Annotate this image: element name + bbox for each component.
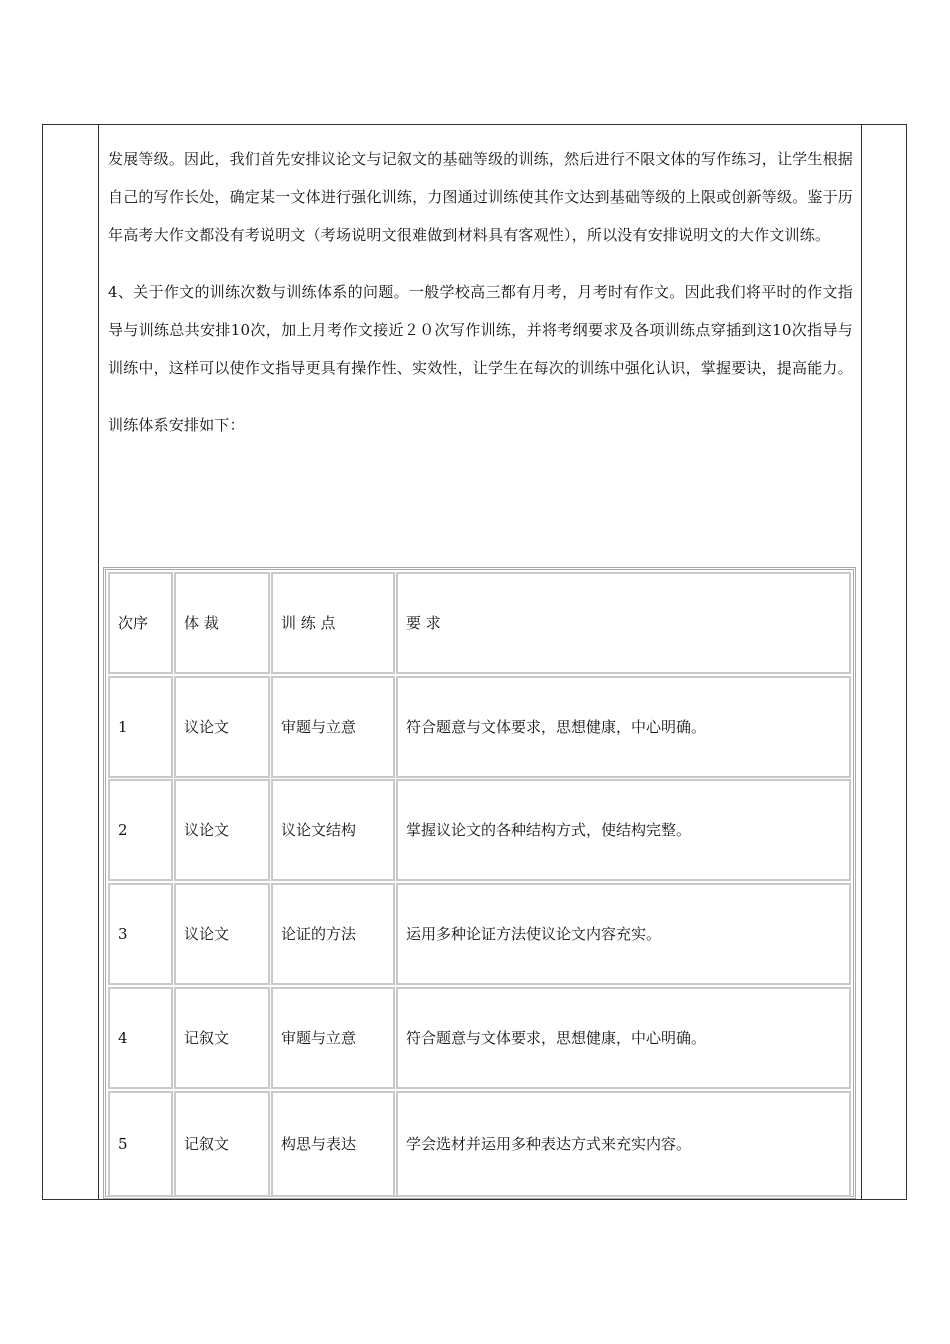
row-4-requirement xyxy=(396,987,851,1089)
cell-text: 议论文 xyxy=(184,718,230,736)
cell-text: 要 求 xyxy=(406,614,441,632)
body-text xyxy=(108,140,853,444)
cell-text: 学会选材并运用多种表达方式来充实内容。 xyxy=(406,1135,692,1153)
paragraph-3: 训练体系安排如下： xyxy=(108,416,245,434)
row-3-order xyxy=(108,883,173,985)
row-1-order xyxy=(108,676,173,778)
row-5-genre xyxy=(174,1091,270,1197)
cell-text: 2 xyxy=(118,821,128,839)
row-2-genre xyxy=(174,779,270,881)
header-point xyxy=(271,572,395,674)
row-5-requirement xyxy=(396,1091,851,1197)
row-3-genre xyxy=(174,883,270,985)
cell-text: 议论文 xyxy=(184,925,230,943)
cell-text: 体 裁 xyxy=(184,614,219,632)
paragraph-1: 发展等级。因此，我们首先安排议论文与记叙文的基础等级的训练，然后进行不限文体的写作练习，让学生根据自己的写作长处，确定某一文体进行强化训练，力图通过训练使其作文达到基础等级的上限或创新等级。鉴于历年高考大作文都没有考说明文（考场说明文很难做到材料具有客观性），所以没有安排说明文的大作文训练。 xyxy=(108,150,853,244)
row-2-requirement xyxy=(396,779,851,881)
cell-text: 论证的方法 xyxy=(281,925,357,943)
row-4-order xyxy=(108,987,173,1089)
cell-text: 运用多种论证方法使议论文内容充实。 xyxy=(406,925,662,943)
cell-text: 记叙文 xyxy=(184,1135,230,1153)
row-1-point xyxy=(271,676,395,778)
cell-text: 构思与表达 xyxy=(281,1135,357,1153)
right-column-divider xyxy=(861,124,862,1200)
row-1-requirement xyxy=(396,676,851,778)
row-5-order xyxy=(108,1091,173,1197)
cell-text: 训 练 点 xyxy=(281,614,336,632)
cell-text: 掌握议论文的各种结构方式，使结构完整。 xyxy=(406,821,692,839)
cell-text: 符合题意与文体要求，思想健康，中心明确。 xyxy=(406,1029,707,1047)
row-1-genre xyxy=(174,676,270,778)
cell-text: 议论文 xyxy=(184,821,230,839)
cell-text: 审题与立意 xyxy=(281,1029,357,1047)
left-column-divider xyxy=(98,124,99,1200)
header-order xyxy=(108,572,173,674)
row-3-point xyxy=(271,883,395,985)
row-2-order xyxy=(108,779,173,881)
cell-text: 次序 xyxy=(118,614,149,632)
cell-text: 符合题意与文体要求，思想健康，中心明确。 xyxy=(406,718,707,736)
row-2-point xyxy=(271,779,395,881)
cell-text: 5 xyxy=(118,1135,128,1153)
cell-text: 3 xyxy=(118,925,128,943)
row-4-genre xyxy=(174,987,270,1089)
cell-text: 议论文结构 xyxy=(281,821,357,839)
cell-text: 记叙文 xyxy=(184,1029,230,1047)
header-genre xyxy=(174,572,270,674)
row-4-point xyxy=(271,987,395,1089)
paragraph-2: 4、关于作文的训练次数与训练体系的问题。一般学校高三都有月考，月考时有作文。因此我们将平时的作文指导与训练总共安排10次，加上月考作文接近２０次写作训练，并将考纲要求及各项训练点穿插到这10次指导与训练中，这样可以使作文指导更具有操作性、实效性，让学生在每次的训练中强化认识，掌握要诀，提高能力。 xyxy=(108,283,853,377)
header-requirement xyxy=(396,572,851,674)
row-3-requirement xyxy=(396,883,851,985)
row-5-point xyxy=(271,1091,395,1197)
cell-text: 审题与立意 xyxy=(281,718,357,736)
cell-text: 1 xyxy=(118,718,128,736)
cell-text: 4 xyxy=(118,1029,128,1047)
